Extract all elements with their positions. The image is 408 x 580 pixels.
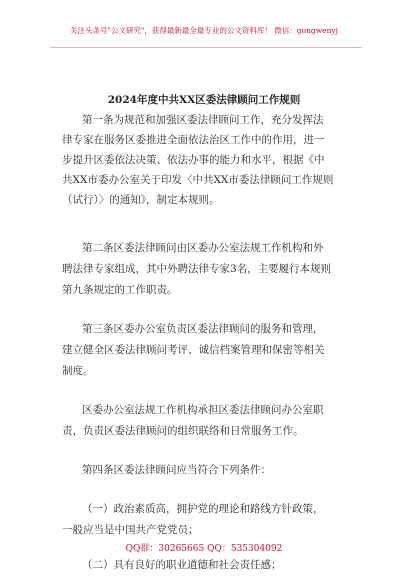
body-line: 制度。	[62, 365, 94, 377]
body-line: 步提升区委依法决策、依法办事的能力和水平，根据《中	[62, 154, 325, 166]
body-line: 区委办公室法规工作机构承担区委法律顾问办公室职	[82, 404, 324, 416]
body-line: 第四条区委法律顾问应当符合下列条件：	[82, 464, 271, 476]
body-line: 建立健全区委法律顾问考评、诚信档案管理和保密等相关	[62, 344, 325, 356]
body-line: （试行）〉的通知》，制定本规则。	[62, 194, 220, 206]
body-line: 共XX市委办公室关于印发〈中共XX市委法律顾问工作规则	[62, 174, 334, 186]
header-banner: 关注头条号"公文研究"，获得最新最全最专业的公文资料库！ 微信：gongwenyj	[70, 26, 338, 35]
body-line: 第三条区委办公室负责区委法律顾问的服务和管理，	[82, 323, 324, 335]
body-line: 第九条规定的工作职责。	[62, 284, 178, 296]
body-line: 第二条区委法律顾问由区委办公室法规工作机构和外	[82, 242, 324, 254]
header-divider	[50, 47, 362, 48]
body-line: 责，负责区委法律顾问的组织联络和日常服务工作。	[62, 425, 304, 437]
body-line: 律专家在服务区委推进全面依法治区工作中的作用，进一	[62, 134, 325, 146]
footer-contact: QQ群：30265665 QQ：535304092	[125, 544, 283, 554]
body-line: （一）政治素质高，拥护党的理论和路线方针政策，	[82, 503, 324, 515]
body-line: 一般应当是中国共产党党员；	[62, 524, 199, 536]
body-line: 聘法律专家组成，其中外聘法律专家3名，主要履行本规则	[62, 263, 332, 275]
body-line: （二）具有良好的职业道德和社会责任感；	[82, 559, 282, 571]
body-line: 第一条为规范和加强区委法律顾问工作，充分发挥法	[82, 114, 324, 126]
document-title: 2024年度中共XX区委法律顾问工作规则	[107, 94, 301, 106]
